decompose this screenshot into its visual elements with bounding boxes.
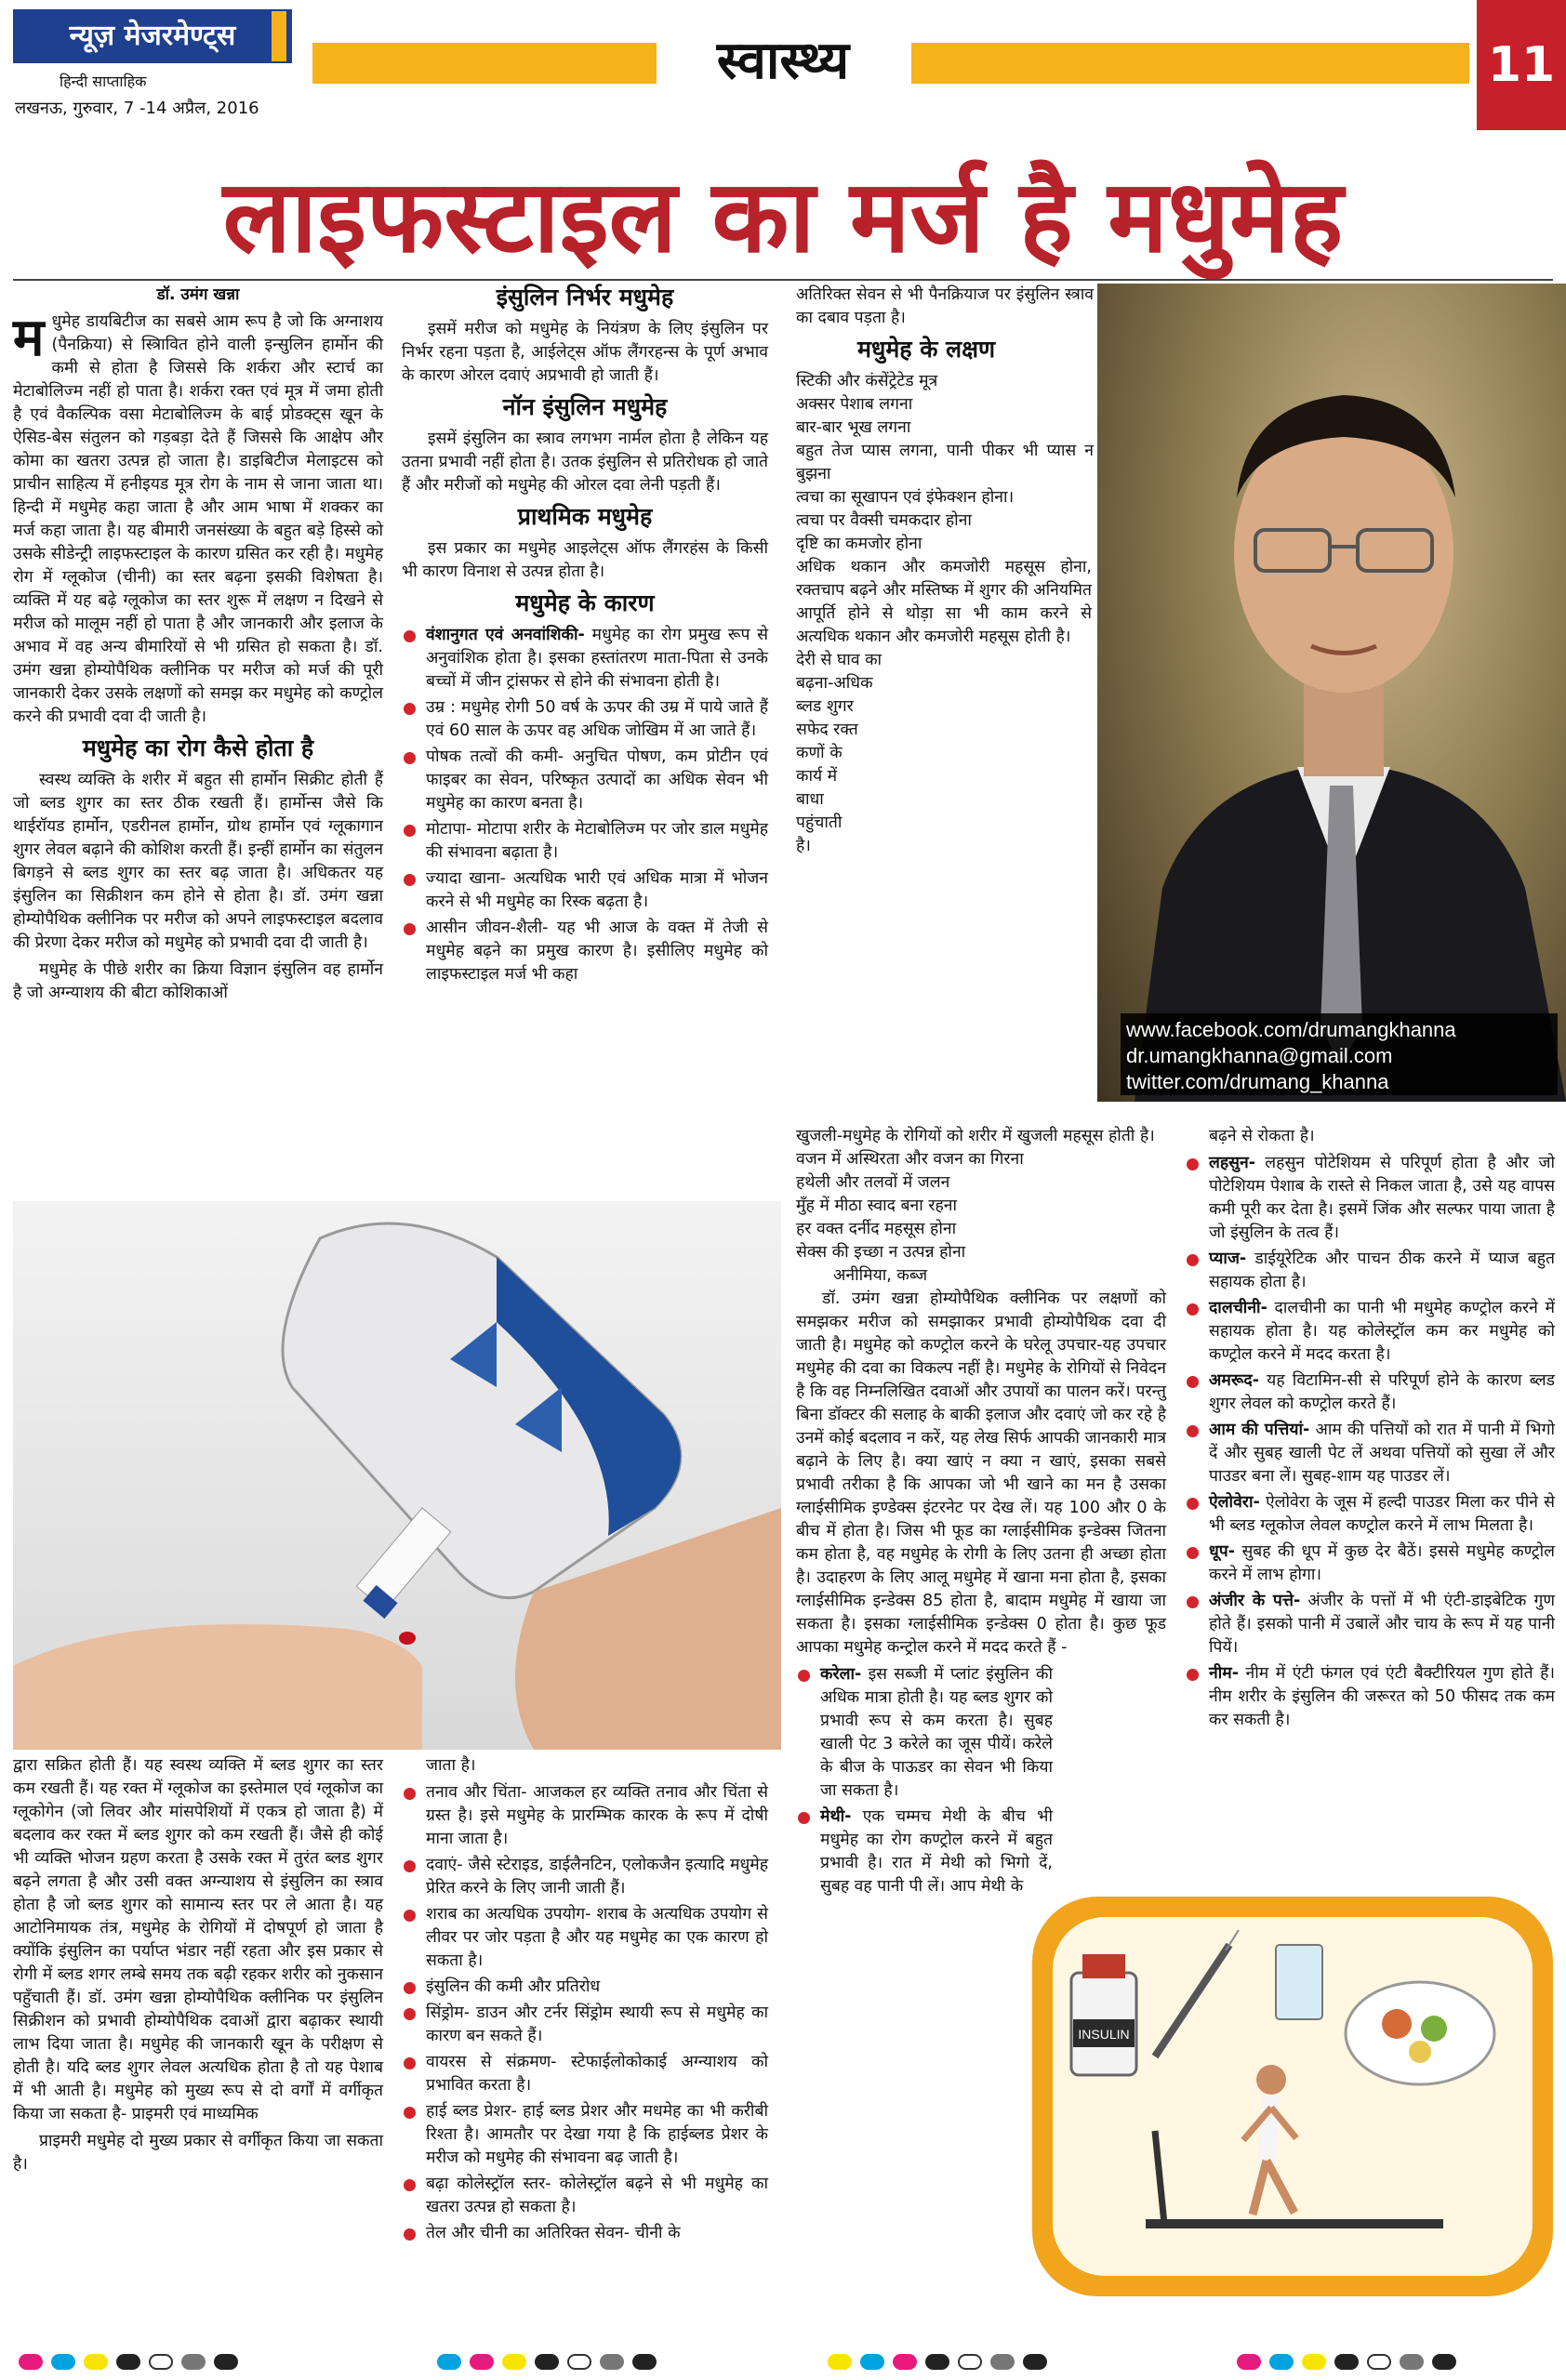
symptom-line: बहुत तेज प्यास लगना, पानी पीकर भी प्यास न बुझना xyxy=(796,442,1094,483)
bottom-column-1 xyxy=(13,1754,383,2180)
doctor-photo xyxy=(1097,284,1566,1102)
symptom-line: खुजली-मधुमेह के रोगियों को शरीर में खुजली महसूस होती है। xyxy=(796,1127,1155,1145)
list-item: ज्यादा खाना- अत्यधिक भारी एवं अधिक मात्रा में भोजन करने से भी मधुमेह का रिस्क बढ़ता है। xyxy=(402,867,768,914)
list-item: हाई ब्लड प्रेशर- हाई ब्लड प्रेशर और मधमेह का भी करीबी रिश्ता है। आमतौर पर देखा गया है कि हाईब्लड प्रेशर के मरीज को मधुमेह की संभावना बढ़ जाती है। xyxy=(402,2100,768,2170)
color-registration-bar-center xyxy=(437,2354,657,2370)
wound-line: सफेद रक्त xyxy=(796,721,858,739)
remedy-item: ऐलोवेरा- ऐलोवेरा के जूस में हल्दी पाउडर मिला कर पीने से भी ब्लड ग्लूकोज लेवल कण्ट्रोल करने में लाभ मिलता है। xyxy=(1185,1491,1555,1538)
glucose-meter-icon xyxy=(13,1201,781,1750)
page-number-text: 11 xyxy=(1487,37,1556,93)
dateline: लखनऊ, गुरुवार, 7 -14 अप्रैल, 2016 xyxy=(15,99,259,118)
para-continued: जाता है। xyxy=(426,1756,476,1775)
list-item: दवाएं- जैसे स्टेराइड, डाईलैनटिन, एलोकजैन इत्यादि मधुमेह प्रेरित करने के लिए जानी जाती हैं। xyxy=(402,1854,768,1900)
doctor-portrait-icon xyxy=(1097,284,1566,1102)
headline: लाइफस्टाइल का मर्ज है मधुमेह xyxy=(222,158,1344,275)
symptom-line: वजन में अस्थिरता और वजन का गिरना xyxy=(796,1150,1024,1169)
subhead-causes: मधुमेह के कारण xyxy=(515,589,655,616)
list-item: पोषक तत्वों की कमी- अनुचित पोषण, कम प्रोटीन एवं फाइबर का सेवन, परिष्कृत उत्पादों का अधिक सेवन भी मधुमेह का कारण बनता है। xyxy=(402,746,768,815)
subhead-primary: प्राथमिक मधुमेह xyxy=(517,503,653,530)
section-bar-right xyxy=(911,43,1469,84)
section-title: स्वास्थ्य xyxy=(716,30,850,91)
column-4 xyxy=(1185,1125,1555,1735)
wound-line: कार्य में xyxy=(796,767,838,786)
remedy-item: धूप- सुबह की धूप में कुछ देर बैठें। इससे मधुमेह कण्ट्रोल करने में लाभ होगा। xyxy=(1185,1540,1555,1587)
wound-line: ब्लड शुगर xyxy=(796,697,854,716)
column-3-lower xyxy=(796,1125,1166,1901)
illustration-inner xyxy=(1053,1917,1533,2276)
subhead-symptoms: मधुमेह के लक्षण xyxy=(857,336,996,363)
para-home-remedies: डॉ. उमंग खन्ना होम्योपैथिक क्लीनिक पर लक्षणों को समझकर मरीज को समझाकर प्रभावी होम्योपैथिक दवा दी जाती है। मधुमेह को कण्ट्रोल करने के घरेलू उपचार-यह उपचार मधुमेह की दवा का विकल्प नहीं है। मधुमेह के रोगियों से निवेदन है कि वह निम्नलिखित दवाओं और उपायों का पालन करें। परन्तु बिना डॉक्टर की सलाह के बाकी इलाज और दवाएं जो कर रहे है उनमें कोई बदलाव न करें, यह लेख सिर्फ आपकी जानकारी मात्र बढ़ाने के लिए है। क्या खाएं न क्या न खाएं, इसका सबसे प्रभावी तरीका है कि आपका जो भी खाने का मन है उसका ग्लाईसीमिक इण्डेक्स इंटरनेट पर देख लें। यह 100 और 0 के बीच में होता है। जिस भी फूड का ग्लाईसीमिक इन्डेक्स जितना कम होता है, वह मधुमेह के रोगी के लिए उतना ही अच्छा होता है। उदाहरण के लिए आलू मधुमेह में खाना मना होता है, इसका ग्लाईसीमिक इन्डेक्स 85 होता है, बादाम मधुमेह में खाया जा सकता है। इसका ग्लाईसीमिक इन्डेक्स 0 होता है। कुछ फूड आपका मधुमेह कन्ट्रोल करने में मदद करते हैं - xyxy=(796,1289,1166,1657)
page-number xyxy=(1477,0,1566,130)
list-item: इंसुलिन की कमी और प्रतिरोध xyxy=(402,1976,768,1999)
wound-line: बढ़ना-अधिक xyxy=(796,674,873,693)
treadmill-insulin-icon xyxy=(1053,1917,1533,2276)
list-item: सिंड्रोम- डाउन और टर्नर सिंड्रोम स्थायी रूप से मधुमेह का कारण बन सकते हैं। xyxy=(402,2002,768,2048)
list-item: मोटापा- मोटापा शरीर के मेटाबोलिज्म पर जोर डाल मधुमेह की संभावना बढ़ाता है। xyxy=(402,818,768,865)
para-primary: इस प्रकार का मधुमेह आइलेट्स ऑफ लैंगरहंस के किसी भी कारण विनाश से उत्पन्न होता है। xyxy=(402,539,768,581)
para-pancreas: अतिरिक्त सेवन से भी पैनक्रियाज पर इंसुलिन स्त्राव का दबाव पड़ता है। xyxy=(796,285,1094,327)
symptom-line: अनीमिया, कब्ज xyxy=(833,1266,928,1285)
remedy-methi: मेथी- एक चम्मच मेथी के बीच भी मधुमेह का रोग कण्ट्रोल करने में बहुत प्रभावी है। रात में मेथी को भिगो दें, सुबह वह पानी पी लें। आप मेथी के xyxy=(796,1805,1053,1898)
column-1 xyxy=(13,284,383,1009)
remedy-item: लहसुन- लहसुन पोटेशियम से परिपूर्ण होता है और जो पोटेशियम पेशाब के रास्ते से निकल जाता है, उसे यह वापस कमी पूरी कर देता है। इसमें जिंक और सल्फर पाया जाता है जो इंसुलिन के तत्व हैं। xyxy=(1185,1152,1555,1245)
list-item: आसीन जीवन-शैली- यह भी आज के वक्त में तेजी से मधुमेह बढ़ने का प्रमुख कारण है। इसीलिए मधुमेह को लाइफस्टाइल मर्ज भी कहा xyxy=(402,917,768,986)
symptom-line: स्टिकी और कंसेंट्रेटेड मूत्र xyxy=(796,372,938,390)
insulin-label: INSULIN xyxy=(1078,2027,1130,2042)
list-item: तेल और चीनी का अतिरिक्त सेवन- चीनी के xyxy=(402,2222,768,2245)
symptom-line: बार-बार भूख लगना xyxy=(796,418,911,437)
list-item: बढ़ा कोलेस्ट्रॉल स्तर- कोलेस्ट्रॉल बढ़ने से भी मधुमेह का खतरा उत्पन्न हो सकता है। xyxy=(402,2173,768,2219)
color-registration-bar-left xyxy=(19,2354,238,2370)
subhead-insulin-dependent: इंसुलिन निर्भर मधुमेह xyxy=(496,284,674,311)
symptom-line: अधिक थकान और कमजोरी महसूस होना, रक्तचाप बढ़ने और मस्तिष्क में शुगर की अनियमित आपूर्ति होने से थोड़ा सा भी काम करने से अत्यधिक थकान और कमजोरी महसूस होती है। xyxy=(796,558,1092,646)
remedy-item: अमरूद- यह विटामिन-सी से परिपूर्ण होने के कारण ब्लड शुगर लेवल को कण्ट्रोल करते हैं। xyxy=(1185,1369,1555,1416)
symptom-line: त्वचा पर वैक्सी चमकदार होना xyxy=(796,511,972,530)
para-insulin-function: द्वारा सक्रित होती हैं। यह स्वस्थ व्यक्ति में ब्लड शुगर का स्तर कम रखती हैं। यह रक्त में ग्लूकोज का इस्तेमाल एवं ग्लूकोज का ग्लूकोगेन (जो लिवर और मांसपेशियों में एकत्र हो जाता है) में बदलाव कर रक्त में ब्लड शुगर को कम रखती हैं। जैसे ही कोई भी व्यक्ति भोजन ग्रहण करता है उसके रक्त में तुरंत ब्लड शुगर बढ़ने लगता है और उसी वक्त अग्न्याशय से इंसुलिन का स्त्राव होता है जो ब्लड शुगर को सामान्य स्तर पर ले आता है। यह आटोनिमायक तंत्र, मधुमेह के रोगियों में दोषपूर्ण हो जाता है क्योंकि इंसुलिन का पर्याप्त भंडार नहीं रहता और इस प्रकार से रोगी में ब्लड शगर लम्बे समय तक बढ़ी रहकर शरीर को नुकसान पहुँचाती हैं। डॉ. उमंग खन्ना होम्योपैथिक क्लीनिक पर इंसुलिन सिक्रीशन को प्रभावी होम्योपैथिक दवाओं द्वारा बढ़ाकर स्थायी लाभ दिया जाता है। मधुमेह की जानकारी खून के परीक्षण से होती है। यदि ब्लड शुगर लेवल अत्यधिक होता है तो यह पेशाब में भी आती है। मधुमेह को मुख्य रूप से दो वर्गों में वर्गीकृत किया जा सकता है- प्राइमरी एवं माध्यमिक xyxy=(13,1756,383,2123)
twitter-link[interactable]: twitter.com/drumang_khanna xyxy=(1126,1070,1389,1093)
para-non-insulin: इसमें इंसुलिन का स्त्राव लगभग नार्मल होता है लेकिन यह उतना प्रभावी नहीं होता है। उतक इंसुलिन से प्रतिरोधक हो जाते हैं और मरीजों को मधुमेह की ओरल दवा लेनी पड़ती हैं। xyxy=(402,430,768,495)
list-item: वंशानुगत एवं अनवांशिकी- मधुमेह का रोग प्रमुख रूप से अनुवांशिक होता है। इसका हस्तांतरण माता-पिता से उनके बच्चों में जीन ट्रांसफर से होने की संभावना होती है। xyxy=(402,624,768,694)
lifestyle-illustration xyxy=(1032,1897,1553,2296)
subhead-how: मधुमेह का रोग कैसे होता है xyxy=(82,734,314,761)
para-continued: बढ़ने से रोकता है। xyxy=(1209,1127,1315,1145)
section-bar-left xyxy=(312,43,657,84)
symptom-line: हथेली और तलवों में जलन xyxy=(796,1173,950,1192)
symptom-line: हर वक्त दर्नीद महसूस होना xyxy=(796,1220,957,1238)
list-item: तनाव और चिंता- आजकल हर व्यक्ति तनाव और चिंता से ग्रस्त है। इसे मधुमेह के प्रारम्भिक कारक के रूप में दोषी माना जाता है। xyxy=(402,1781,768,1851)
para-primary-types: प्राइमरी मधुमेह दो मुख्य प्रकार से वर्गीकृत किया जा सकता है। xyxy=(13,2132,383,2174)
dropcap: म xyxy=(13,307,45,368)
para-hormones: स्वस्थ व्यक्ति के शरीर में बहुत सी हार्मोन सिक्रीट होती हैं जो ब्लड शुगर का स्तर ठीक रखती हैं। हार्मोन्स जैसे कि थाईरॉयड हार्मोन, एडरीनल हार्मोन, ग्रोथ हार्मोन एवं ग्लूकागान शुगर लेवल बढ़ाने की कोशिश करती हैं। इन्हीं हार्मोन का संतुलन बिगड़ने से ब्लड शुगर का स्तर बढ़ जाता है। अधिकतर यह इंसुलिन का सिक्रीशन कम होने से होता है। डॉ. उमंग खन्ना होम्योपैथिक क्लीनिक पर मरीज को अपने लाइफस्टाइल बदलाव की प्रेरणा देकर मरीज को मधुमेह को प्रभावी दवा दी जाती है। xyxy=(13,771,383,952)
symptom-line: मुँह में मीठा स्वाद बना रहना xyxy=(796,1197,958,1215)
byline: डॉ. उमंग खन्ना xyxy=(156,285,240,304)
contact-box xyxy=(1121,1013,1558,1095)
subhead-non-insulin: नॉन इंसुलिन मधुमेह xyxy=(502,393,668,420)
weekly-label: हिन्दी साप्ताहिक xyxy=(60,73,147,90)
logo-accent-icon xyxy=(272,11,286,61)
color-registration-bar-mid xyxy=(828,2354,1047,2370)
intro-text: धुमेह डायबिटीज का सबसे आम रूप है जो कि अग्नाशय (पैनक्रिया) से स्त्रिावित होने वाली इन्सुलिन हार्मोन की कमी से होता है जिससे कि शर्करा और स्टार्च का मेटाबोलिज्म नहीं हो पाता है। शर्करा रक्त एवं मूत्र में जमा होती है एवं वैकल्पिक वसा मेटाबोलिज्म के बाई प्रोडक्ट्स खून के ऐसिड-बेस संतुलन को गड़बड़ा देते हैं जिससे कि आक्षेप और कोमा का खतरा उत्पन्न हो जाता है। डाइबिटीज मेलाइटस को प्राचीन साहित्य में हनीइयड मूत्र रोग के नाम से जाना जाता था। हिन्दी में मधुमेह कहा जाता है और आम भाषा में शक्कर का मर्ज कहा जाता है। यह बीमारी जनसंख्या के बहुत बड़े हिस्से को उसके सीडेन्ट्री लाइफस्टाइल के कारण ग्रसित कर रही है। मधुमेह रोग में ग्लूकोज (चीनी) का स्तर बढ़ना इसकी विशेषता है। व्यक्ति में यह बढ़े ग्लूकोज का स्तर शुरू में लक्षण न दिखने से मरीज को मालूम नहीं हो पाता है और जानकारी और इलाज के अभाव में वह अन्य बीमारियों से भी ग्रसित हो सकता है। डॉ. उमंग खन्ना होम्योपैथिक क्लीनिक पर मरीज को मर्ज की पूरी जानकारी देकर उसके लक्षणों को समझ कर मधुमेह को कण्ट्रोल करने की प्रभावी दवा दी जाती है। xyxy=(13,312,383,726)
logo-text: न्यूज़ मेजरमेण्ट्स xyxy=(69,20,236,52)
remedy-item: दालचीनी- दालचीनी का पानी भी मधुमेह कण्ट्रोल करने में सहायक होता है। यह कोलेस्ट्रॉल कम कर मधुमेह को कण्ट्रोल करने में मदद करता है। xyxy=(1185,1297,1555,1367)
para-physiology: मधुमेह के पीछे शरीर का क्रिया विज्ञान इंसुलिन वह हार्मोन है जो अग्न्याशय की बीटा कोशिकाओं xyxy=(13,960,383,1002)
email-link[interactable]: dr.umangkhanna@gmail.com xyxy=(1126,1044,1393,1067)
symptom-line: त्वचा का सूखापन एवं इंफेक्शन होना। xyxy=(796,488,1015,507)
wound-line: है। xyxy=(796,837,811,855)
remedy-item: आम की पत्तियां- आम की पत्तियों को रात में पानी में भिगो दें और सुबह खाली पेट लें अथवा पत्तियों को सुखा लें और पाउडर बना लें। सुबह-शाम यह पाउडर लें। xyxy=(1185,1419,1555,1488)
column-3-top xyxy=(796,284,1094,858)
bottom-column-2 xyxy=(402,1754,768,2248)
wound-line: देरी से घाव का xyxy=(796,651,883,669)
list-item: वायरस से संक्रमण- स्टेफाईलोकोकाई अग्न्याशय को प्रभावित करता है। xyxy=(402,2051,768,2097)
causes-list xyxy=(402,624,768,986)
wound-line: पहुंचाती xyxy=(796,813,843,832)
remedy-item: नीम- नीम में एंटी फंगल एवं एंटी बैक्टीरियल गुण होते हैं। नीम शरीर के इंसुलिन की जरूरत को 50 फीसद तक कम कर सकती है। xyxy=(1185,1662,1555,1732)
wound-line: कणों के xyxy=(796,744,843,762)
wound-line: बाधा xyxy=(796,790,824,809)
remedy-item: अंजीर के पत्ते- अंजीर के पत्तों में भी एंटी-डाइबेटिक गुण होते हैं। इसको पानी में उबालें और चाय के रूप में यह पानी पियें। xyxy=(1185,1590,1555,1659)
wound-block xyxy=(796,649,954,858)
list-item: शराब का अत्यधिक उपयोग- शराब के अत्यधिक उपयोग से लीवर पर जोर पड़ता है और यह मधुमेह का एक कारण हो सकता है। xyxy=(402,1903,768,1973)
symptom-line: अक्सर पेशाब लगना xyxy=(796,395,913,414)
masthead xyxy=(0,0,1566,135)
glucose-meter-image xyxy=(13,1201,781,1750)
intro-paragraph xyxy=(13,307,383,729)
column-2 xyxy=(402,284,768,989)
remedy-karela: करेला- इस सब्जी में प्लांट इंसुलिन की अधिक मात्रा होती है। यह ब्लड शुगर को प्रभावी रूप से कम करता है। सुबह खाली पेट 3 करेले का जूस पीयें। करेले के बीज के पाऊडर का सेवन भी किया जा सकता है। xyxy=(796,1663,1053,1803)
logo-box xyxy=(13,9,292,63)
symptom-line: दृष्टि का कमजोर होना xyxy=(796,535,922,553)
list-item: उम्र : मधुमेह रोगी 50 वर्ष के ऊपर की उम्र में पाये जाते हैं एवं 60 साल के ऊपर वह अधिक जोखिम में आ जाते हैं। xyxy=(402,696,768,743)
facebook-link[interactable]: www.facebook.com/drumangkhanna xyxy=(1126,1018,1456,1041)
color-registration-bar-right xyxy=(1237,2354,1456,2370)
symptom-line: सेक्स की इच्छा न उत्पन्न होना xyxy=(796,1243,966,1262)
headline-rule xyxy=(13,279,1553,281)
remedy-item: प्याज- डाईयूरेटिक और पाचन ठीक करने में प्याज बहुत सहायक होता है। xyxy=(1185,1248,1555,1294)
para-insulin-dependent: इसमें मरीज को मधुमेह के नियंत्रण के लिए इंसुलिन पर निर्भर रहना पड़ता है, आईलेट्स ऑफ लैंगरहन्स के पूर्ण अभाव के कारण ओरल दवाएं अप्रभावी हो जाती हैं। xyxy=(402,320,768,385)
